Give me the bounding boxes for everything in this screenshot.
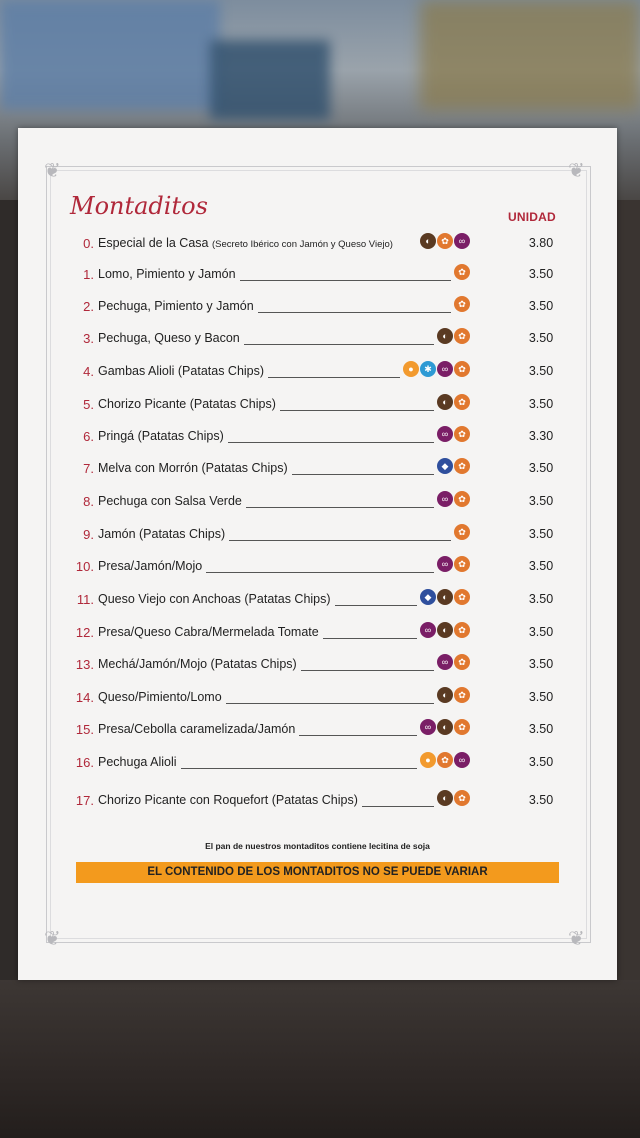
gluten-icon: ✿ [454,426,470,442]
fish-icon: ◆ [437,458,453,474]
item-price: 3.50 [528,559,554,573]
item-price: 3.50 [528,267,554,281]
item-name [98,299,254,313]
item-price: 3.50 [528,690,554,704]
allergen-icons [437,654,470,670]
item-number: 12. [75,625,94,640]
leader-line [323,638,417,639]
item-name [98,527,225,541]
allergen-icons [437,426,470,442]
menu-item [18,360,617,384]
item-number: 16. [75,755,94,770]
item-number: 17. [75,793,94,808]
fish-icon: ◆ [420,589,436,605]
sulphites-icon: ∞ [437,361,453,377]
sulphites-icon: ∞ [454,752,470,768]
gluten-icon: ✿ [454,589,470,605]
milk-icon: ◐ [437,589,453,605]
item-name-text: Jamón (Patatas Chips) [98,527,226,541]
menu-item [18,751,617,775]
item-name [98,236,393,250]
item-name [98,397,276,411]
menu-item [18,621,617,645]
leader-line [362,806,434,807]
item-price: 3.50 [528,592,554,606]
item-name-text: Melva con Morrón (Patatas Chips) [98,461,288,475]
gluten-icon: ✿ [454,687,470,703]
menu-item [18,789,617,813]
sulphites-icon: ∞ [437,654,453,670]
leader-line [228,442,434,443]
item-name-text: Lomo, Pimiento y Jamón [98,267,236,281]
item-number: 1. [83,267,94,282]
background-right [617,200,640,980]
item-number: 4. [83,364,94,379]
leader-line [292,474,434,475]
menu-item [18,295,617,319]
allergen-icons [420,719,470,735]
sulphites-icon: ∞ [420,719,436,735]
item-number: 14. [75,690,94,705]
egg-icon: ● [403,361,419,377]
leader-line [246,507,434,508]
gluten-icon: ✿ [454,556,470,572]
background-window [210,40,330,120]
leader-line [268,377,400,378]
menu-item [18,457,617,481]
corner-ornament-icon: ❦ [44,926,61,950]
corner-ornament-icon: ❦ [568,926,585,950]
item-number: 2. [83,299,94,314]
sulphites-icon: ∞ [437,556,453,572]
item-name-text: Mechá/Jamón/Mojo (Patatas Chips) [98,657,297,671]
item-name [98,690,222,704]
item-name [98,331,240,345]
allergen-icons [454,524,470,540]
egg-icon: ● [420,752,436,768]
milk-icon: ◐ [420,233,436,249]
menu-title: Montaditos [70,192,208,220]
item-price: 3.50 [528,722,554,736]
item-number: 6. [83,429,94,444]
gluten-icon: ✿ [454,719,470,735]
milk-icon: ◐ [437,687,453,703]
item-name [98,461,288,475]
menu-item [18,555,617,579]
background-sky [0,0,220,110]
allergen-icons [420,233,470,249]
menu-item [18,588,617,612]
leader-line [280,410,434,411]
background-left [0,200,18,980]
gluten-icon: ✿ [454,361,470,377]
item-number: 13. [75,657,94,672]
item-number: 5. [83,397,94,412]
item-name [98,722,295,736]
item-description: (Secreto Ibérico con Jamón y Queso Viejo) [211,239,393,250]
item-name [98,755,177,769]
menu-item [18,232,617,256]
leader-line [335,605,417,606]
item-name [98,657,297,671]
gluten-icon: ✿ [454,296,470,312]
item-price: 3.50 [528,527,554,541]
sulphites-icon: ∞ [454,233,470,249]
allergen-icons [437,790,470,806]
item-name-text: Chorizo Picante con Roquefort (Patatas Chips) [98,793,358,807]
leader-line [226,703,434,704]
gluten-icon: ✿ [454,458,470,474]
milk-icon: ◐ [437,719,453,735]
allergen-icons [403,361,470,377]
item-name-text: Pechuga con Salsa Verde [98,494,242,508]
gluten-icon: ✿ [454,654,470,670]
item-price: 3.50 [528,364,554,378]
sulphites-icon: ∞ [420,622,436,638]
milk-icon: ◐ [437,790,453,806]
gluten-icon: ✿ [454,328,470,344]
menu-item [18,653,617,677]
gluten-icon: ✿ [454,524,470,540]
item-name-text: Chorizo Picante (Patatas Chips) [98,397,276,411]
unit-column-header: UNIDAD [508,210,556,224]
gluten-icon: ✿ [454,790,470,806]
item-name-text: Pechuga Alioli [98,755,177,769]
background-awning [420,0,640,110]
no-variations-banner: EL CONTENIDO DE LOS MONTADITOS NO SE PUEDE VARIAR [76,862,559,883]
item-name [98,267,236,281]
item-number: 8. [83,494,94,509]
menu-item [18,425,617,449]
leader-line [229,540,451,541]
item-number: 9. [83,527,94,542]
leader-line [206,572,434,573]
allergen-icons [437,556,470,572]
crustacean-icon: ✱ [420,361,436,377]
item-name [98,793,358,807]
allergen-icons [454,296,470,312]
item-price: 3.50 [528,397,554,411]
item-price: 3.50 [528,299,554,313]
item-price: 3.50 [528,331,554,345]
item-number: 3. [83,331,94,346]
item-price: 3.30 [528,429,554,443]
menu-item [18,327,617,351]
item-name [98,592,331,606]
item-name [98,625,319,639]
item-price: 3.50 [528,494,554,508]
menu-item [18,718,617,742]
corner-ornament-icon: ❦ [44,158,61,182]
item-price: 3.80 [528,236,554,250]
item-name [98,429,224,443]
allergen-icons [437,328,470,344]
menu-item [18,490,617,514]
gluten-icon: ✿ [454,394,470,410]
sulphites-icon: ∞ [437,491,453,507]
item-price: 3.50 [528,657,554,671]
item-name-text: Presa/Jamón/Mojo [98,559,203,573]
gluten-icon: ✿ [454,264,470,280]
background-photo-bottom [0,980,640,1138]
leader-line [181,768,417,769]
allergen-icons [420,622,470,638]
allergen-icons [437,687,470,703]
item-number: 7. [83,461,94,476]
gluten-icon: ✿ [437,752,453,768]
menu-sheet [18,128,617,980]
item-name [98,494,242,508]
milk-icon: ◐ [437,394,453,410]
item-name-text: Especial de la Casa [98,236,209,250]
item-name-text: Presa/Cebolla caramelizada/Jamón [98,722,296,736]
menu-item [18,686,617,710]
item-number: 15. [75,722,94,737]
item-number: 11. [76,592,94,607]
item-name-text: Pechuga, Queso y Bacon [98,331,240,345]
allergen-icons [420,752,470,768]
allergen-icons [454,264,470,280]
menu-item [18,523,617,547]
item-name [98,364,264,378]
allergen-icons [437,491,470,507]
menu-item [18,263,617,287]
leader-line [299,735,417,736]
item-name-text: Gambas Alioli (Patatas Chips) [98,364,265,378]
sulphites-icon: ∞ [437,426,453,442]
item-name-text: Pechuga, Pimiento y Jamón [98,299,254,313]
allergen-icons [420,589,470,605]
milk-icon: ◐ [437,328,453,344]
item-name-text: Pringá (Patatas Chips) [98,429,224,443]
leader-line [301,670,434,671]
item-price: 3.50 [528,793,554,807]
menu-item [18,393,617,417]
allergen-icons [437,458,470,474]
item-name-text: Queso/Pimiento/Lomo [98,690,222,704]
gluten-icon: ✿ [437,233,453,249]
leader-line [244,344,434,345]
item-name-text: Presa/Queso Cabra/Mermelada Tomate [98,625,319,639]
leader-line [240,280,451,281]
item-number: 0. [83,236,94,251]
soy-lecithin-note: El pan de nuestros montaditos contiene lecitina de soja [205,841,430,851]
item-price: 3.50 [528,755,554,769]
item-name-text: Queso Viejo con Anchoas (Patatas Chips) [98,592,331,606]
corner-ornament-icon: ❦ [568,158,585,182]
item-price: 3.50 [528,461,554,475]
leader-line [258,312,451,313]
gluten-icon: ✿ [454,622,470,638]
item-price: 3.50 [528,625,554,639]
gluten-icon: ✿ [454,491,470,507]
milk-icon: ◐ [437,622,453,638]
allergen-icons [437,394,470,410]
item-number: 10. [75,559,94,574]
item-name [98,559,202,573]
